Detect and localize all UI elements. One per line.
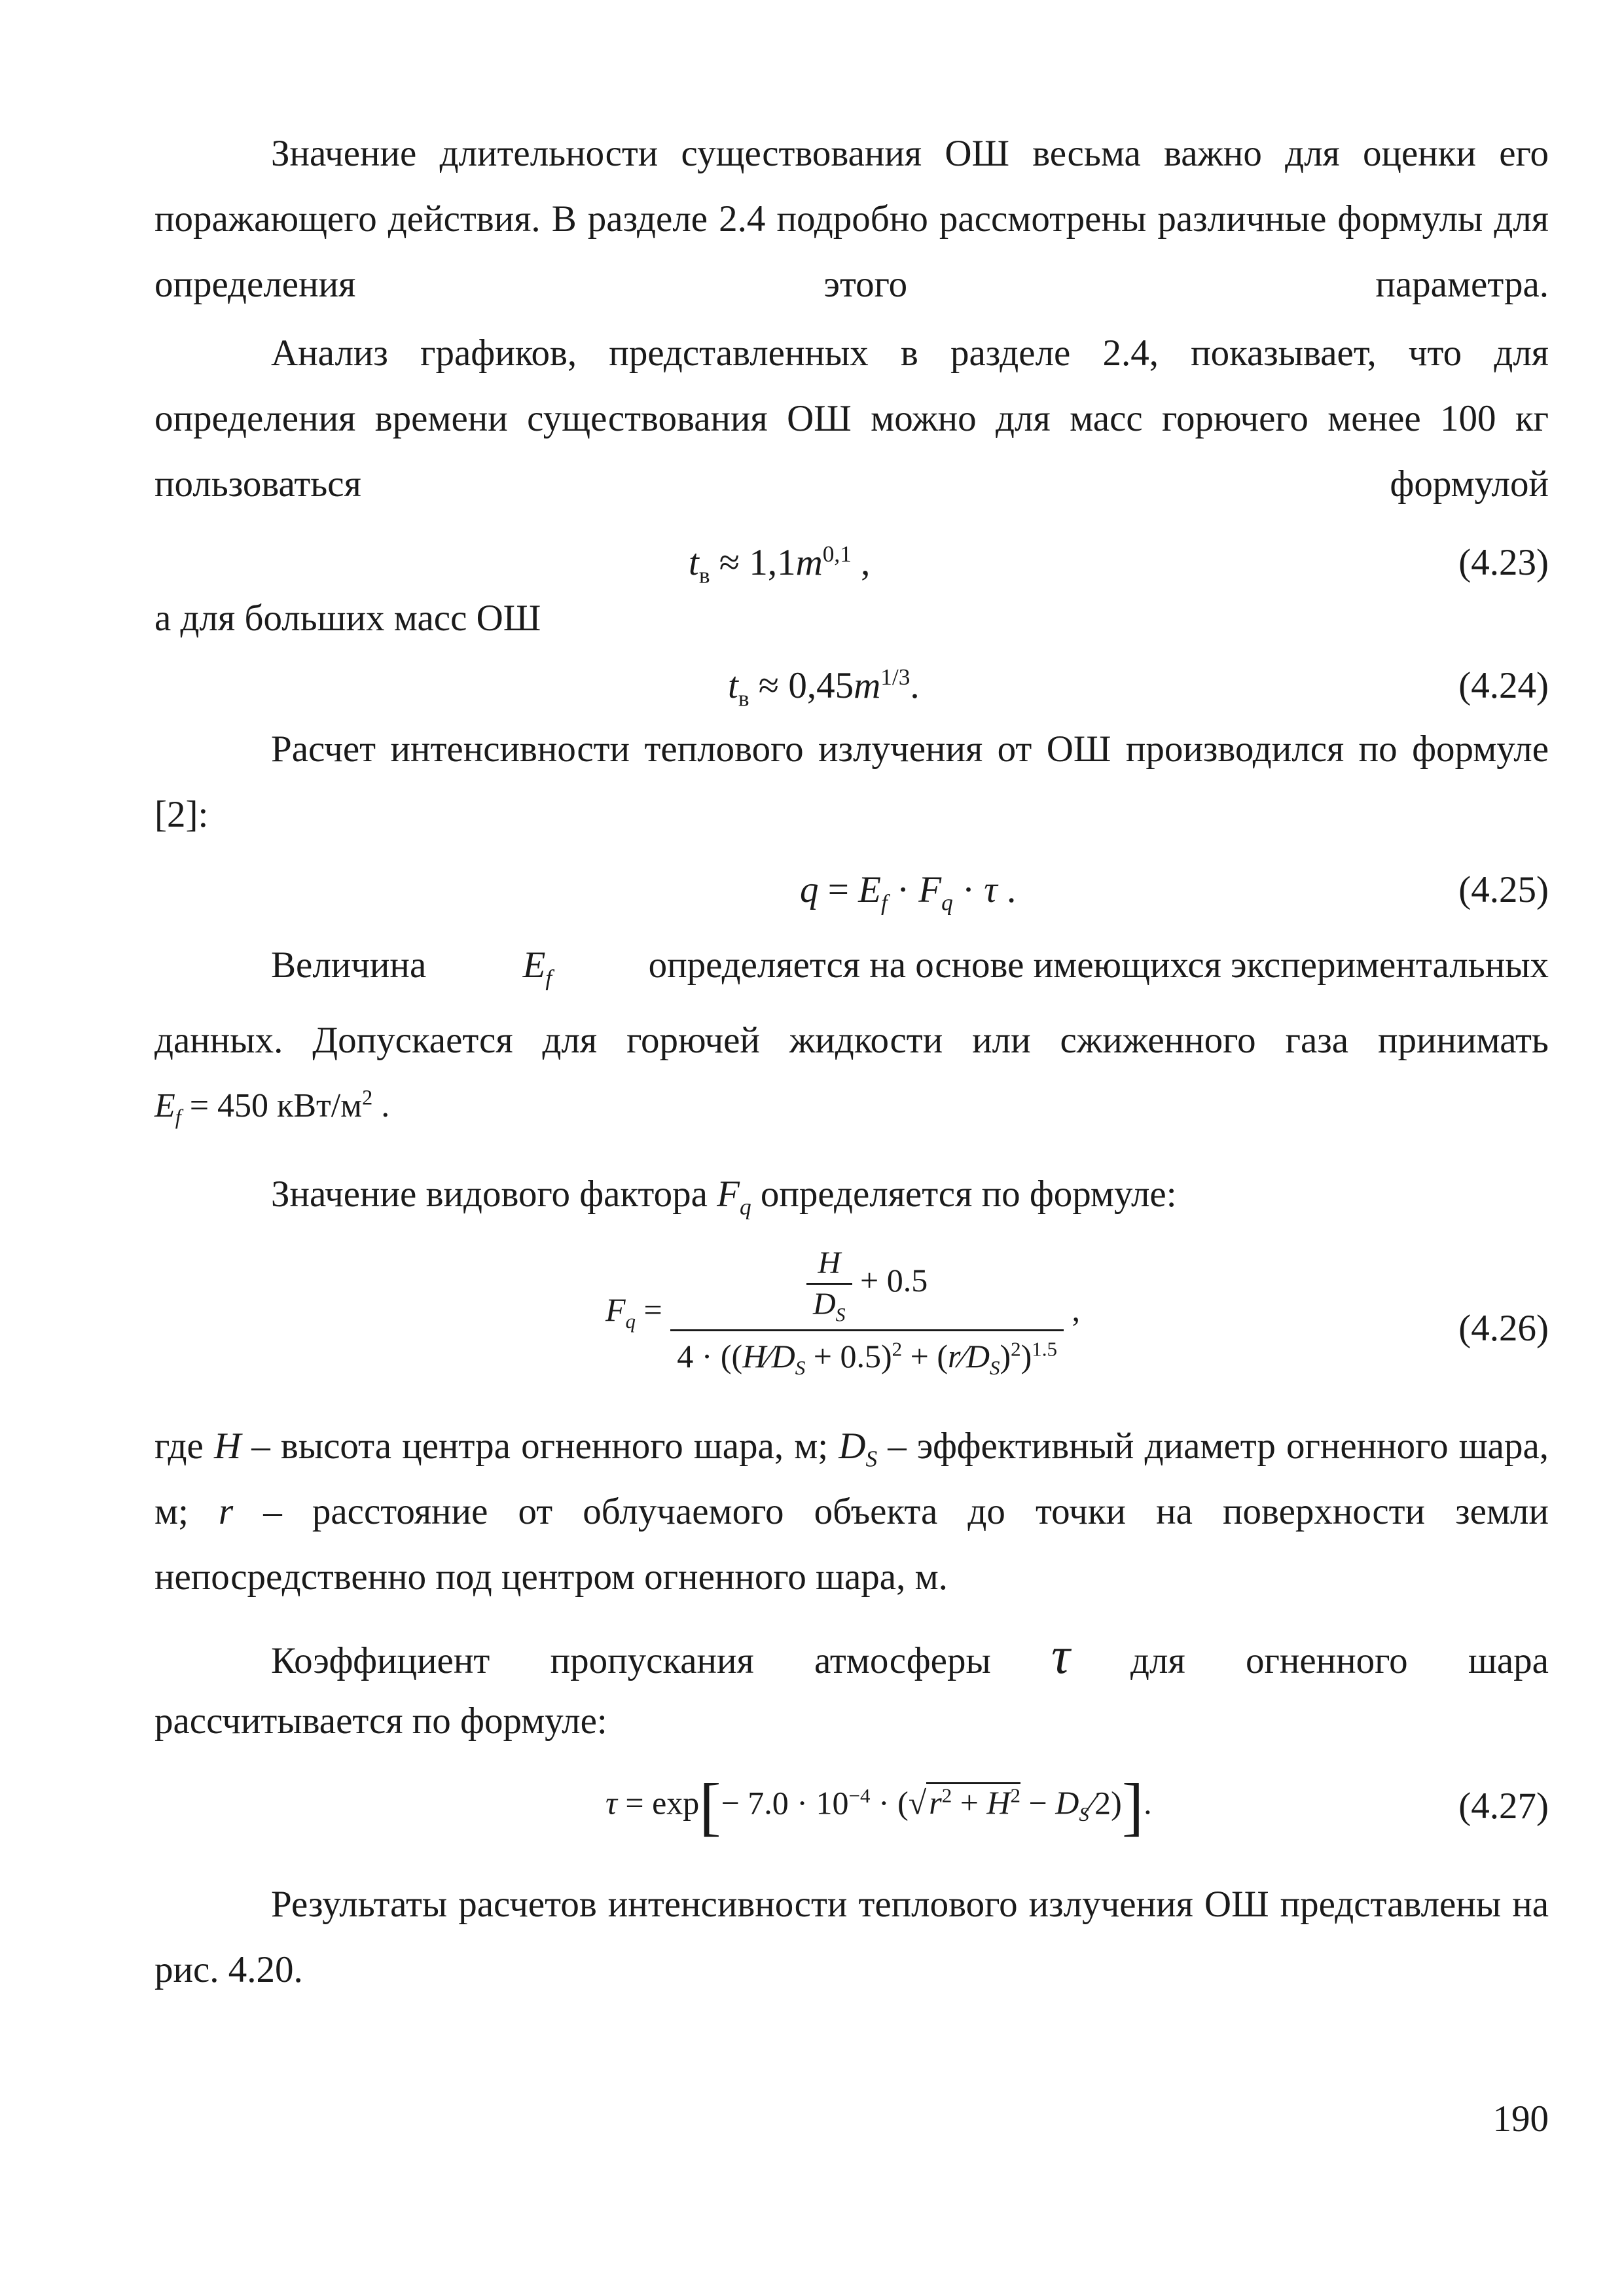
symbol-ef: $E_f$ bbox=[522, 944, 552, 991]
equation-number-4-24: (4.24) bbox=[1458, 665, 1549, 706]
equation-4-23: $t_в \approx 1,1m^{0,1}$ , bbox=[689, 541, 871, 588]
paragraph-2: Анализ графиков, представленных в разделе 2.4, показывает, что для определения времени существования ОШ можно для масс горючего менее 100 кг пользоваться формулой bbox=[154, 332, 1549, 505]
paragraph-6: Значение видового фактора $F_q$ определяется по формуле: bbox=[271, 1174, 1177, 1220]
paragraph-3: а для больших масс ОШ bbox=[154, 598, 541, 639]
paragraph-4: Расчет интенсивности теплового излучения от ОШ производился по формуле [2]: bbox=[154, 728, 1549, 835]
paragraph-1: Значение длительности существования ОШ весьма важно для оценки его поражающего действия. В разделе 2.4 подробно рассмотрены различные формулы для определения этого параметра. bbox=[154, 133, 1549, 305]
equation-4-25: $q = E_f \cdot F_q \cdot \tau$ . bbox=[800, 869, 1017, 916]
paragraph-5-start: Величина bbox=[271, 944, 427, 986]
page-number: 190 bbox=[1492, 2098, 1549, 2140]
paragraph-9: Результаты расчетов интенсивности теплового излучения ОШ представлены на рис. 4.20. bbox=[154, 1884, 1549, 1990]
paragraph-5-rest-line1: определяется на основе имеющихся экспериментальных bbox=[648, 944, 1549, 986]
paragraph-8-line-1: Коэффициент пропускания атмосферы τ для огненного шара bbox=[271, 1623, 1549, 1694]
equation-number-4-25: (4.25) bbox=[1458, 869, 1549, 910]
equation-4-24: $t_в \approx 0,45m^{1/3}$. bbox=[728, 664, 920, 711]
equation-number-4-23: (4.23) bbox=[1458, 542, 1549, 583]
equation-number-4-26: (4.26) bbox=[1458, 1308, 1549, 1349]
paragraph-7: где H – высота центра огненного шара, м; $D_S$ – эффективный диаметр огненного шара, м; r – расстояние от облучаемого объекта до точки на поверхности земли непосредственно под центром огненного шара, м. bbox=[154, 1426, 1549, 1598]
tau-symbol: τ bbox=[1051, 1627, 1070, 1685]
equation-number-4-27: (4.27) bbox=[1458, 1785, 1549, 1827]
paragraph-5-line-1 bbox=[271, 933, 1549, 998]
paragraph-5-line-3: $E_f = 450$ кВт/$м^2$ . bbox=[154, 1085, 390, 1129]
paragraph-8-line-2: рассчитывается по формуле: bbox=[154, 1700, 607, 1742]
equation-4-27: $\tau = \exp[- 7.0 \cdot 10^{-4} \cdot (√r^2 + H^2$ − $D_S⁄2$)]. bbox=[605, 1770, 1152, 1842]
equation-4-26: $F_q$ = $\frac{H}{D_S}$ + 0.5 $4 \cdot ((H⁄D_S + 0.5)^2$ + $(r⁄D_S)^2)^{1.5}$ , bbox=[605, 1244, 1080, 1376]
paragraph-5-line-2: данных. Допускается для горючей жидкости или сжиженного газа принимать bbox=[154, 1020, 1549, 1061]
